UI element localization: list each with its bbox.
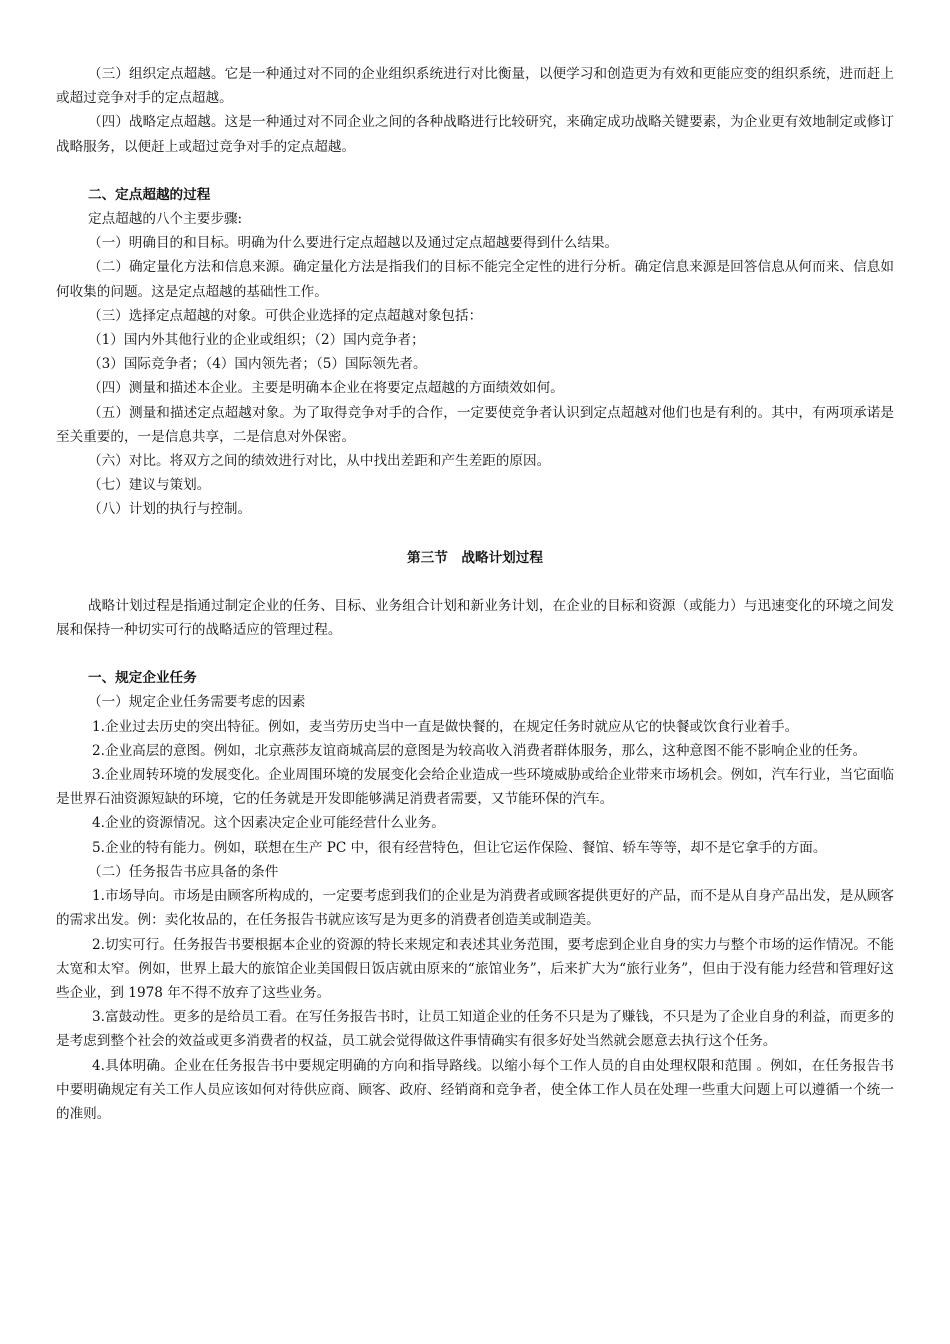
step-item: （一）明确目的和目标。明确为什么要进行定点超越以及通过定点超越要得到什么结果。 — [88, 235, 619, 252]
section-heading-benchmarking-process: 二、定点超越的过程 — [88, 186, 211, 203]
spacer — [56, 159, 894, 183]
step-subitem: （1）国内外其他行业的企业或组织；（2）国内竞争者； — [88, 332, 425, 349]
step-item: （五）测量和描述定点超越对象。为了取得竞争对手的合作，一定要使竞争者认识到定点超越对他们也是有利的。其中，有两项承诺是至关重要的，一是信息共享，二是信息对外保密。 — [56, 404, 894, 445]
step-item: （二）确定量化方法和信息来源。确定量化方法是指我们的目标不能完全定性的进行分析。确定信息来源是回答信息从何而来、信息如何收集的问题。这是定点超越的基础性工作。 — [56, 259, 894, 300]
factor-item: 2.企业高层的意图。例如，北京燕莎友谊商城高层的意图是为较高收入消费者群体服务，那么，这种意图不能不影响企业的任务。 — [92, 742, 867, 759]
step-item: （八）计划的执行与控制。 — [88, 501, 252, 518]
factor-item: 1.企业过去历史的突出特征。例如，麦当劳历史当中一直是做快餐的，在规定任务时就应从它的快餐或饮食行业着手。 — [92, 718, 799, 735]
factor-item: 3.企业周转环境的发展变化。企业周围环境的发展变化会给企业造成一些环境威胁或给企业带来市场机会。例如，汽车行业，当它面临是世界石油资源短缺的环境，它的任务就是开发即能够满足消费者需要，又节能环保的汽车。 — [56, 767, 894, 808]
condition-item: 2.切实可行。任务报告书要根据本企业的资源的特长来规定和表述其业务范围，要考虑到企业自身的实力与整个市场的运作情况。不能太宽和太窄。例如，世界上最大的旅馆企业美国假日饭店就由原来的“旅馆业务”，后来扩大为“旅行业务”，但由于没有能力经营和管理好这些企业，到 1978 年不得不放弃了这些业务。 — [56, 936, 894, 1001]
paragraph-strategic-planning-intro: 战略计划过程是指通过制定企业的任务、目标、业务组合计划和新业务计划，在企业的目标和资源（或能力）与迅速变化的环境之间发展和保持一种切实可行的战略适应的管理过程。 — [56, 597, 894, 639]
condition-item: 4.具体明确。企业在任务报告书中要规定明确的方向和指导路线。以缩小每个工作人员的自由处理权限和范围 。例如，在任务报告书中要明确规定有关工作人员应该如何对待供应商、顾客、政府、经销商和竞争者，使全体工作人员在处理一些重大问题上可以遵循一个统一的准则。 — [56, 1057, 894, 1122]
section-title-strategic-planning: 第三节 战略计划过程 — [407, 549, 543, 566]
paragraph-strategic-benchmarking: （四）战略定点超越。这是一种通过对不同企业之间的各种战略进行比较研究，来确定成功战略关键要素，为企业更有效地制定或修订战略服务，以便赶上或超过竞争对手的定点超越。 — [56, 114, 894, 155]
condition-item: 1.市场导向。市场是由顾客所构成的，一定要考虑到我们的企业是为消费者或顾客提供更好的产品，而不是从自身产品出发，是从顾客的需求出发。例：卖化妆品的，在任务报告书就应该写是为更多的消费者创造美或制造美。 — [56, 888, 894, 929]
step-subitem: （3）国际竞争者；（4）国内领先者；（5）国际领先者。 — [88, 356, 427, 373]
spacer — [56, 570, 894, 594]
spacer — [56, 522, 894, 546]
factor-item: 4.企业的资源情况。这个因素决定企业可能经营什么业务。 — [92, 815, 445, 832]
subheading-mission-statement-conditions: （二）任务报告书应具备的条件 — [88, 863, 279, 880]
step-item: （四）测量和描述本企业。主要是明确本企业在将要定点超越的方面绩效如何。 — [88, 380, 564, 397]
step-item: （三）选择定点超越的对象。可供企业选择的定点超越对象包括： — [88, 307, 483, 324]
step-item: （七）建议与策划。 — [88, 477, 211, 494]
step-item: （六）对比。将双方之间的绩效进行对比，从中找出差距和产生差距的原因。 — [88, 453, 551, 470]
factor-item: 5.企业的特有能力。例如，联想在生产 PC 中，很有经营特色，但让它运作保险、餐馆、轿车等等，却不是它拿手的方面。 — [92, 839, 827, 856]
section-heading-define-mission: 一、规定企业任务 — [88, 670, 197, 687]
condition-item: 3.富鼓动性。更多的是给员工看。在写任务报告书时，让员工知道企业的任务不只是为了赚钱，不只是为了企业自身的利益，而更多的是考虑到整个社会的效益或更多消费者的权益，员工就会觉得做这件事情确实有很多好处当然就会愿意去执行这个任务。 — [56, 1009, 894, 1050]
subheading-mission-factors: （一）规定企业任务需要考虑的因素 — [88, 694, 306, 711]
paragraph-steps-intro: 定点超越的八个主要步骤: — [88, 211, 243, 228]
paragraph-organizational-benchmarking: （三）组织定点超越。它是一种通过对不同的企业组织系统进行对比衡量，以便学习和创造更为有效和更能应变的组织系统，进而赶上或超过竞争对手的定点超越。 — [56, 66, 894, 107]
spacer — [56, 642, 894, 666]
